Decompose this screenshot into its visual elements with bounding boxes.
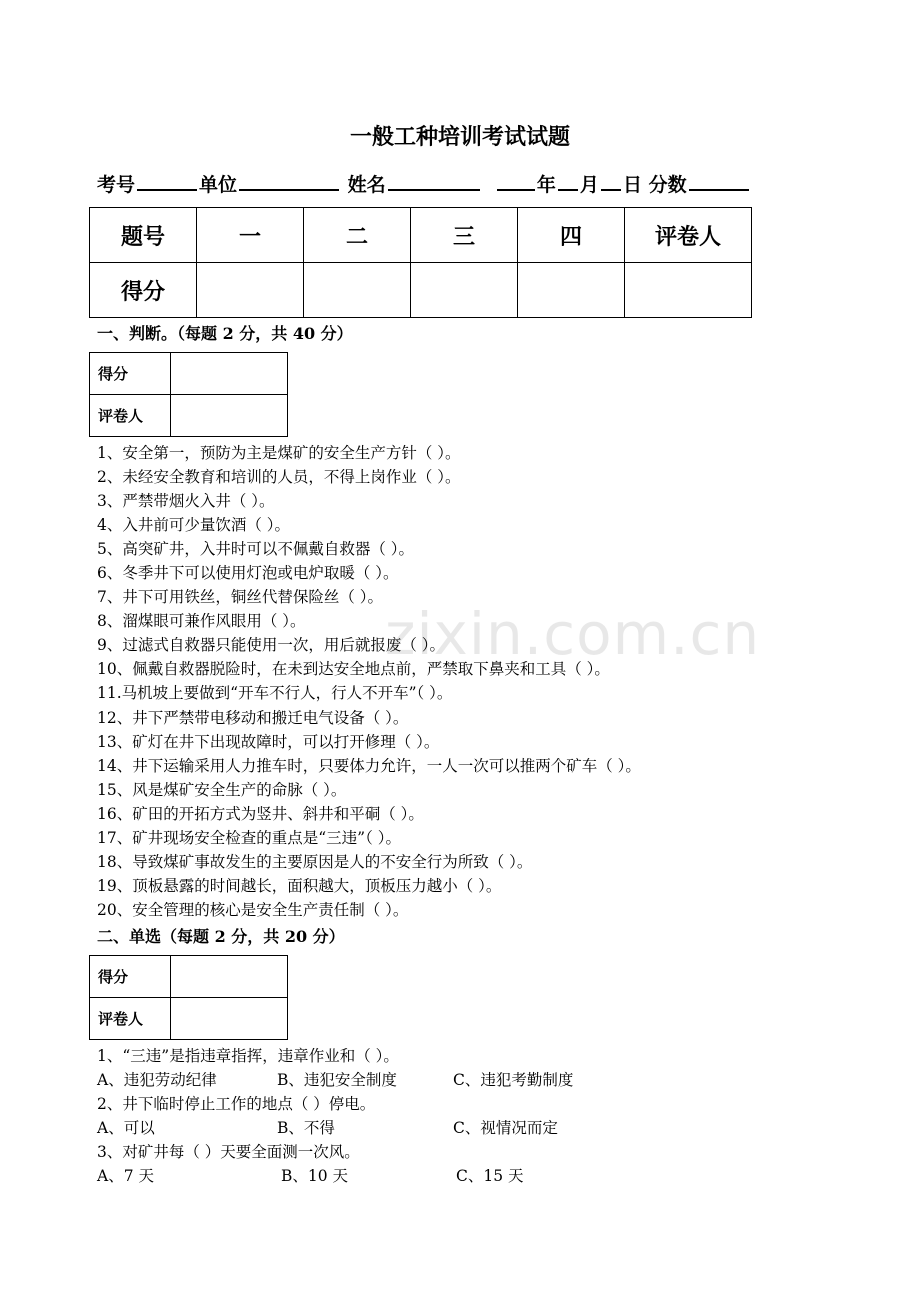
year-blank[interactable]: [497, 171, 535, 191]
year-label: 年: [536, 174, 556, 196]
name-blank[interactable]: [388, 171, 480, 191]
watermark: zixin.com.cn: [385, 600, 761, 668]
option-b: B、10 天: [281, 1167, 349, 1185]
option-a: A、可以: [97, 1119, 155, 1137]
section2-grader-cell[interactable]: [171, 998, 288, 1040]
header-cell: 题号: [90, 208, 197, 263]
header-cell: 一: [197, 208, 304, 263]
question-item: 10、佩戴自救器脱险时，在未到达安全地点前，严禁取下鼻夹和工具（ ）。: [97, 660, 610, 678]
page-title: 一般工种培训考试试题: [349, 124, 570, 150]
exam-no-blank[interactable]: [137, 171, 197, 191]
section2-score-label: 得分: [90, 956, 171, 998]
option-a: A、违犯劳动纪律: [97, 1071, 217, 1089]
option-c: C、15 天: [456, 1167, 524, 1185]
header-cell: 评卷人: [625, 208, 752, 263]
day-label: 日: [622, 174, 642, 196]
question-item: 20、安全管理的核心是安全生产责任制（ ）。: [97, 901, 409, 919]
header-cell: 三: [411, 208, 518, 263]
question-item: 17、矿井现场安全检查的重点是“三违”（ ）。: [97, 829, 401, 847]
question-item: 6、冬季井下可以使用灯泡或电炉取暖（ ）。: [97, 564, 399, 582]
question-item: 13、矿灯在井下出现故障时，可以打开修理（ ）。: [97, 733, 440, 751]
section1-grader-label: 评卷人: [90, 395, 171, 437]
option-c: C、违犯考勤制度: [453, 1071, 574, 1089]
unit-label: 单位: [199, 174, 238, 196]
unit-blank[interactable]: [239, 171, 339, 191]
score-cell[interactable]: [518, 263, 625, 318]
section1-score-cell[interactable]: [171, 353, 288, 395]
score-cell[interactable]: [197, 263, 304, 318]
table-row: [90, 998, 288, 1040]
question-item: 5、高突矿井，入井时可以不佩戴自救器（ ）。: [97, 540, 415, 558]
table-row: [90, 208, 752, 263]
option-b: B、不得: [277, 1119, 335, 1137]
section1-score-table: [89, 352, 288, 437]
option-c: C、视情况而定: [453, 1119, 558, 1137]
question-item: 18、导致煤矿事故发生的主要原因是人的不安全行为所致（ ）。: [97, 853, 533, 871]
header-cell: 二: [304, 208, 411, 263]
score-row-label: 得分: [90, 263, 197, 318]
question-item: 1、安全第一，预防为主是煤矿的安全生产方针（ ）。: [97, 444, 461, 462]
exam-no-label: 考号: [97, 174, 136, 196]
name-label: 姓名: [347, 174, 386, 196]
question-item: 16、矿田的开拓方式为竖井、斜井和平硐（ ）。: [97, 805, 424, 823]
score-blank[interactable]: [689, 171, 749, 191]
section2-grader-label: 评卷人: [90, 998, 171, 1040]
question-item: 19、顶板悬露的时间越长，面积越大，顶板压力越小（ ）。: [97, 877, 502, 895]
question-item: 1、“三违”是指违章指挥，违章作业和（ ）。: [97, 1047, 399, 1065]
score-summary-table: [89, 207, 752, 318]
question-item: 12、井下严禁带电移动和搬迁电气设备（ ）。: [97, 709, 409, 727]
section2-score-cell[interactable]: [171, 956, 288, 998]
table-row: [90, 395, 288, 437]
section2-heading: 二、单选（每题 2 分，共 20 分）: [97, 927, 345, 946]
score-cell[interactable]: [625, 263, 752, 318]
option-b: B、违犯安全制度: [277, 1071, 397, 1089]
question-item: 11.马机坡上要做到“开车不行人，行人不开车”（ ）。: [97, 684, 453, 702]
month-label: 月: [579, 174, 599, 196]
day-blank[interactable]: [601, 171, 621, 191]
question-item: 14、井下运输采用人力推车时，只要体力允许，一人一次可以推两个矿车（ ）。: [97, 757, 641, 775]
month-blank[interactable]: [558, 171, 578, 191]
exam-info-line: [97, 170, 751, 197]
section1-heading: 一、判断。（每题 2 分，共 40 分）: [97, 324, 353, 343]
option-a: A、7 天: [97, 1167, 154, 1185]
score-label: 分数: [648, 174, 687, 196]
section1-score-label: 得分: [90, 353, 171, 395]
question-item: 4、入井前可少量饮酒（ ）。: [97, 516, 291, 534]
table-row: [90, 263, 752, 318]
header-cell: 四: [518, 208, 625, 263]
table-row: [90, 956, 288, 998]
score-cell[interactable]: [304, 263, 411, 318]
section1-grader-cell[interactable]: [171, 395, 288, 437]
table-row: [90, 353, 288, 395]
question-item: 2、未经安全教育和培训的人员，不得上岗作业（ ）。: [97, 468, 461, 486]
question-item: 15、风是煤矿安全生产的命脉（ ）。: [97, 781, 347, 799]
section2-score-table: [89, 955, 288, 1040]
question-item: 3、严禁带烟火入井（ ）。: [97, 492, 275, 510]
score-cell[interactable]: [411, 263, 518, 318]
question-item: 3、对矿井每（ ）天要全面测一次风。: [97, 1143, 360, 1161]
question-item: 2、井下临时停止工作的地点（ ）停电。: [97, 1095, 376, 1113]
question-item: 7、井下可用铁丝，铜丝代替保险丝（ ）。: [97, 588, 384, 606]
question-item: 9、过滤式自救器只能使用一次，用后就报废（ ）。: [97, 636, 446, 654]
question-item: 8、溜煤眼可兼作风眼用（ ）。: [97, 612, 306, 630]
